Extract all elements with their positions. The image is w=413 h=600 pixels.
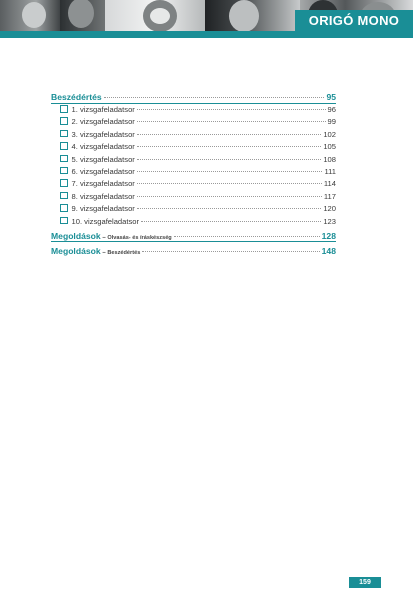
checkbox-icon bbox=[60, 204, 68, 212]
page-header bbox=[0, 0, 413, 38]
toc-item-page: 111 bbox=[324, 166, 336, 176]
toc-item[interactable] bbox=[51, 129, 336, 141]
toc-section-page: 95 bbox=[326, 92, 336, 102]
checkbox-icon bbox=[60, 117, 68, 125]
toc-item-page: 96 bbox=[327, 105, 336, 114]
toc-item-page: 99 bbox=[327, 117, 336, 127]
toc-item[interactable] bbox=[51, 191, 336, 203]
header-teal-rule bbox=[0, 31, 413, 38]
toc-leader-dots bbox=[137, 146, 322, 147]
toc-item[interactable] bbox=[51, 203, 336, 215]
toc-item-page: 117 bbox=[323, 191, 336, 201]
toc-item-page: 114 bbox=[323, 179, 336, 189]
toc-leader-dots bbox=[137, 171, 323, 172]
header-photo-3 bbox=[105, 0, 205, 31]
toc-item-label: 2. vizsgafeladatsor bbox=[71, 117, 135, 127]
checkbox-icon bbox=[60, 192, 68, 200]
checkbox-icon bbox=[60, 179, 68, 187]
brand-title: ORIGÓ MONO bbox=[308, 13, 400, 28]
toc-item-label: 10. vizsgafeladatsor bbox=[71, 216, 140, 226]
toc-item[interactable] bbox=[51, 178, 336, 190]
toc-leader-dots bbox=[137, 196, 322, 197]
toc-item-label: 3. vizsgafeladatsor bbox=[71, 129, 135, 139]
toc-item-label: 8. vizsgafeladatsor bbox=[71, 191, 135, 201]
checkbox-icon bbox=[60, 167, 68, 175]
toc-item-page: 123 bbox=[323, 216, 336, 226]
toc-item-label: 7. vizsgafeladatsor bbox=[71, 179, 135, 189]
checkbox-icon bbox=[60, 217, 68, 225]
page-number-badge: 159 bbox=[349, 577, 381, 588]
toc-item-label: 5. vizsgafeladatsor bbox=[71, 154, 135, 164]
toc-section-label: Megoldások – Olvasás- és íráskészség bbox=[51, 230, 172, 241]
toc-section-megoldasok-beszed[interactable] bbox=[51, 245, 336, 258]
section-divider bbox=[51, 241, 336, 242]
toc-item-page: 120 bbox=[323, 204, 336, 214]
toc-item-label: 4. vizsgafeladatsor bbox=[71, 142, 135, 152]
checkbox-icon bbox=[60, 142, 68, 150]
checkbox-icon bbox=[60, 105, 68, 113]
toc-section-sublabel: Beszédértés bbox=[107, 249, 141, 256]
toc-leader-dots bbox=[141, 221, 321, 222]
toc-item-page: 105 bbox=[323, 142, 336, 152]
header-photo-1 bbox=[0, 0, 60, 31]
toc-leader-dots bbox=[174, 236, 320, 237]
toc-item-label: 6. vizsgafeladatsor bbox=[71, 166, 135, 176]
header-photo-2 bbox=[60, 0, 105, 31]
section-divider bbox=[51, 103, 336, 104]
toc-item[interactable] bbox=[51, 216, 336, 228]
toc-section-sublabel: Olvasás- és íráskészség bbox=[107, 234, 172, 241]
toc-leader-dots bbox=[137, 208, 322, 209]
table-of-contents bbox=[51, 91, 336, 258]
checkbox-icon bbox=[60, 130, 68, 138]
toc-leader-dots bbox=[137, 159, 322, 160]
toc-item-page: 108 bbox=[323, 154, 336, 164]
toc-section-label: Megoldások – Beszédértés bbox=[51, 245, 141, 256]
toc-leader-dots bbox=[137, 121, 326, 122]
toc-leader-dots bbox=[137, 109, 326, 110]
toc-leader-dots bbox=[142, 251, 319, 252]
toc-leader-dots bbox=[137, 134, 322, 135]
toc-item[interactable] bbox=[51, 141, 336, 153]
toc-item-label: 1. vizsgafeladatsor bbox=[71, 105, 135, 114]
toc-section-page: 148 bbox=[321, 245, 336, 256]
checkbox-icon bbox=[60, 155, 68, 163]
toc-section-page: 128 bbox=[321, 230, 336, 241]
toc-leader-dots bbox=[104, 97, 325, 98]
toc-item[interactable] bbox=[51, 154, 336, 166]
toc-item[interactable] bbox=[51, 116, 336, 128]
brand-banner bbox=[295, 10, 413, 31]
toc-item-label: 9. vizsgafeladatsor bbox=[71, 204, 135, 214]
toc-item[interactable] bbox=[51, 104, 336, 116]
header-photo-4 bbox=[205, 0, 300, 31]
toc-item[interactable] bbox=[51, 166, 336, 178]
toc-section-label: Beszédértés bbox=[51, 92, 102, 102]
toc-leader-dots bbox=[137, 183, 322, 184]
toc-item-page: 102 bbox=[323, 129, 336, 139]
